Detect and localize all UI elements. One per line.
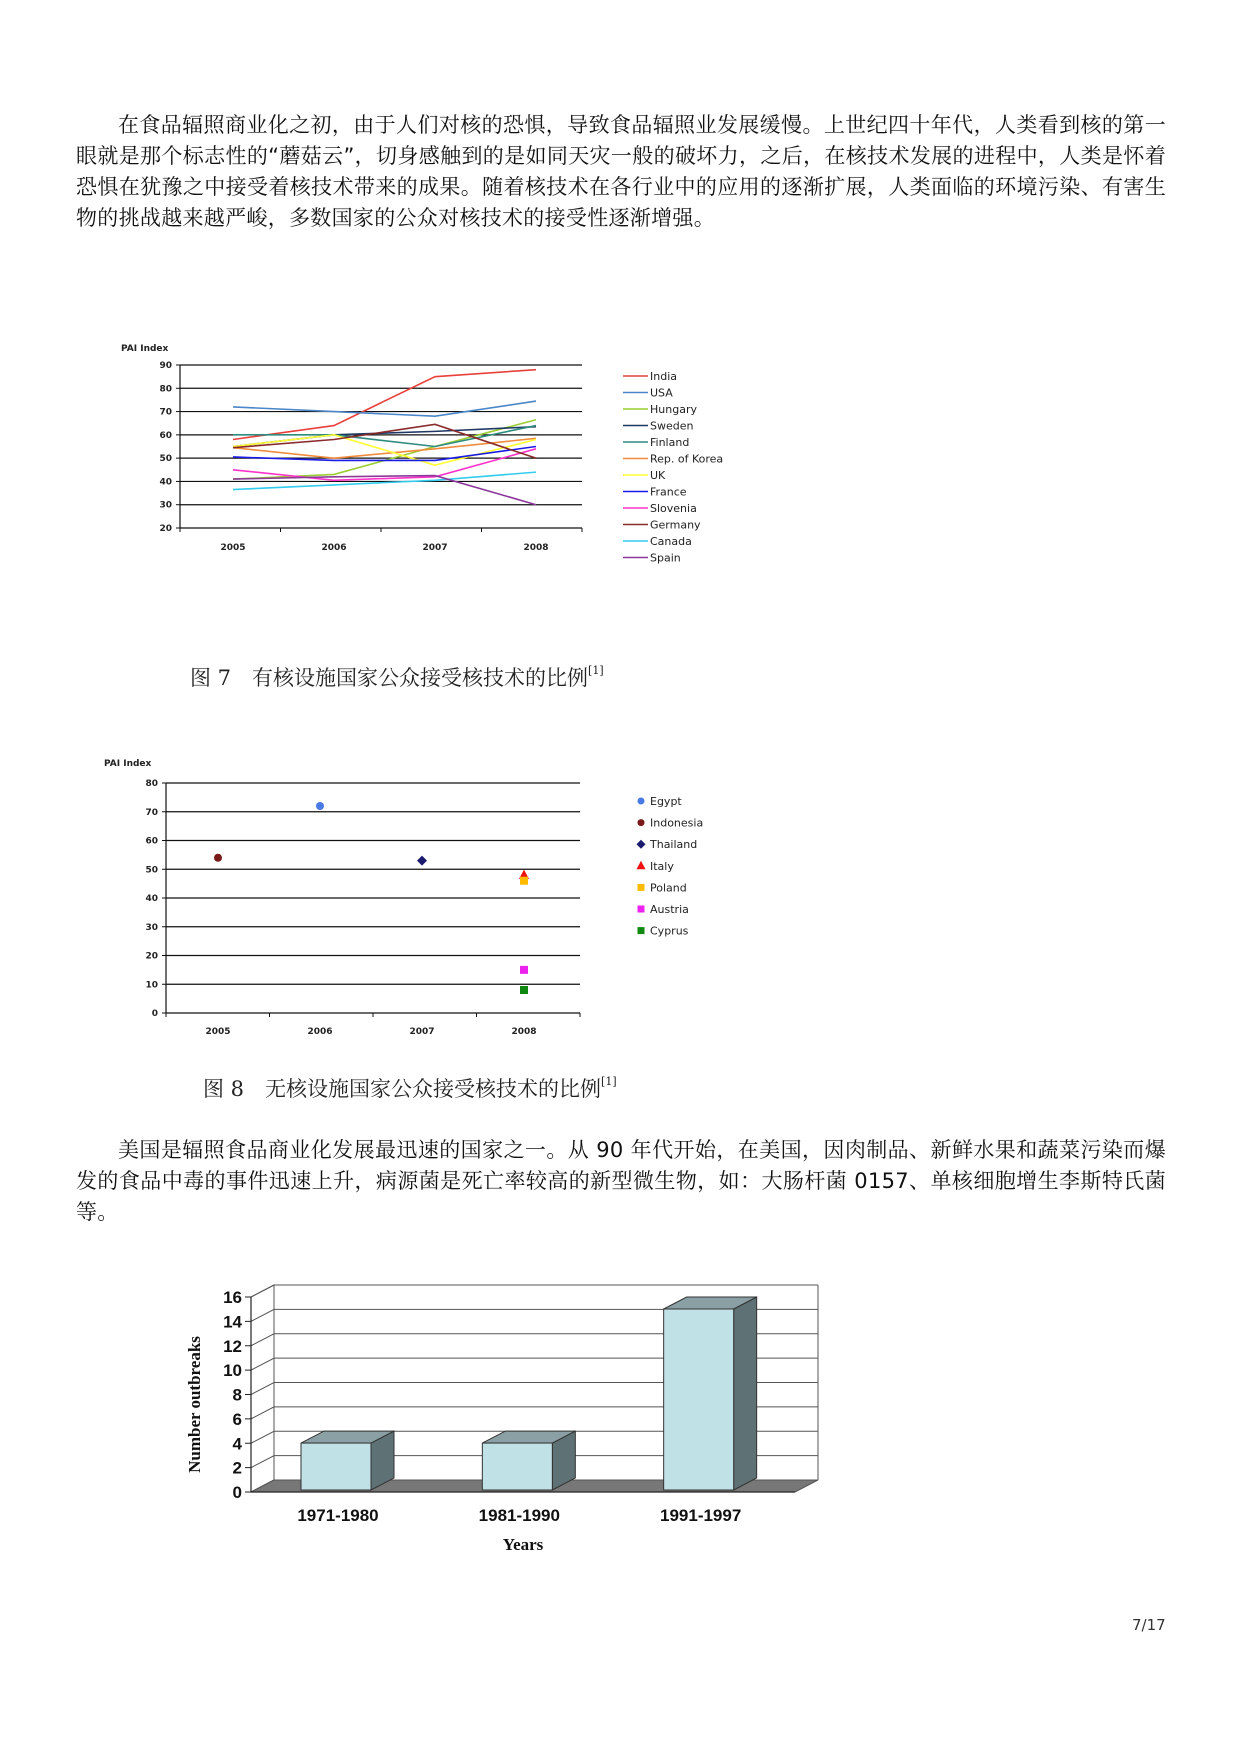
usa-paragraph: 美国是辐照食品商业化发展最迅速的国家之一。从 90 年代开始，在美国，因肉制品、新鲜水果和蔬菜污染而爆发的食品中毒的事件迅速上升，病源菌是死亡率较高的新型微生物，如：大肠杆菌 0157、单核细胞增生李斯特氏菌等。 <box>76 1138 1166 1224</box>
legend-label: Sweden <box>650 419 694 433</box>
y-axis-title: PAI Index <box>104 759 152 769</box>
legend-label: Finland <box>650 436 690 449</box>
y-tick-label: 90 <box>159 361 172 371</box>
data-point-thailand <box>417 856 427 866</box>
data-point-austria <box>520 966 528 974</box>
y-tick-label: 60 <box>145 836 158 847</box>
y-tick-label: 2 <box>232 1458 242 1478</box>
y-tick-label: 30 <box>159 500 172 511</box>
y-tick-label: 16 <box>223 1288 242 1307</box>
bar-1981-1990 <box>482 1443 552 1490</box>
x-tick-label: 2007 <box>422 543 448 553</box>
x-axis-title: Years <box>502 1535 544 1554</box>
x-tick-label: 2007 <box>409 1027 435 1037</box>
y-tick-label: 50 <box>159 454 172 465</box>
series-line-usa <box>233 401 536 416</box>
page-number: 7/17 <box>1132 1616 1166 1634</box>
data-point-cyprus <box>520 986 528 994</box>
legend-label: Germany <box>650 518 701 532</box>
x-tick-label: 1981-1990 <box>478 1506 560 1525</box>
y-tick-label: 40 <box>159 477 172 488</box>
legend-label: Indonesia <box>650 816 704 830</box>
bar-1991-1997 <box>664 1309 734 1490</box>
legend-label: USA <box>650 386 673 400</box>
legend-marker <box>638 927 645 934</box>
x-tick-label: 2006 <box>321 543 347 553</box>
legend-label: Rep. of Korea <box>650 452 724 466</box>
legend-label: France <box>650 485 687 499</box>
bar-chart-outbreaks <box>0 1265 900 1570</box>
x-tick-label: 2008 <box>523 543 549 553</box>
data-point-egypt <box>316 802 324 810</box>
legend-label: Spain <box>650 551 681 565</box>
legend-label: India <box>650 370 677 383</box>
figure-7-reference[interactable]: [1] <box>588 664 604 677</box>
y-tick-label: 80 <box>145 779 158 789</box>
line-chart-nuclear-countries <box>0 330 760 620</box>
legend-label: Egypt <box>650 795 682 808</box>
y-tick-label: 50 <box>145 865 158 876</box>
legend-label: Cyprus <box>650 924 689 938</box>
series-line-spain <box>233 476 536 505</box>
x-tick-label: 2008 <box>511 1027 537 1037</box>
x-tick-label: 2005 <box>220 543 246 553</box>
scatter-chart-non-nuclear-countries <box>0 750 760 1035</box>
x-tick-label: 2006 <box>307 1027 333 1037</box>
y-tick-label: 6 <box>232 1409 242 1429</box>
y-tick-label: 10 <box>223 1361 242 1381</box>
y-tick-label: 70 <box>159 407 172 418</box>
figure-8-reference[interactable]: [1] <box>601 1075 617 1088</box>
y-tick-label: 12 <box>223 1336 242 1356</box>
y-tick-label: 8 <box>232 1385 242 1405</box>
legend-label: Canada <box>650 535 692 548</box>
legend-label: Austria <box>650 903 689 916</box>
y-axis-title: PAI Index <box>121 344 169 354</box>
figure-7-caption <box>190 662 604 692</box>
figure-8-caption-text: 图 8 无核设施国家公众接受核技术的比例 <box>203 1077 602 1101</box>
x-tick-label: 1991-1997 <box>660 1506 742 1525</box>
intro-paragraph: 在食品辐照商业化之初，由于人们对核的恐惧，导致食品辐照业发展缓慢。上世纪四十年代，人类看到核的第一眼就是那个标志性的“蘑菇云”，切身感触到的是如同天灾一般的破坏力，之后，在核技术发展的进程中，人类是怀着恐惧在犹豫之中接受着核技术带来的成果。随着核技术在各行业中的应用的逐渐扩展，人类面临的环境污染、有害生物的挑战越来越严峻，多数国家的公众对核技术的接受性逐渐增强。 <box>76 113 1166 230</box>
y-tick-label: 20 <box>159 524 172 534</box>
legend-label: UK <box>650 469 666 482</box>
legend-marker <box>638 819 645 826</box>
legend-label: Poland <box>650 881 687 895</box>
y-tick-label: 80 <box>159 384 172 395</box>
legend-marker <box>638 906 645 913</box>
figure-7-caption-text: 图 7 有核设施国家公众接受核技术的比例 <box>190 666 589 690</box>
y-tick-label: 40 <box>145 894 158 904</box>
y-tick-label: 30 <box>145 922 158 933</box>
legend-label: Hungary <box>650 403 697 416</box>
x-tick-label: 1971-1980 <box>297 1506 379 1525</box>
data-point-indonesia <box>214 854 222 862</box>
legend-label: Italy <box>650 859 674 873</box>
y-tick-label: 14 <box>223 1312 242 1332</box>
data-point-poland <box>520 877 528 885</box>
gridline <box>251 1285 818 1297</box>
legend-marker <box>637 840 646 849</box>
bar-side <box>734 1297 757 1490</box>
y-tick-label: 60 <box>159 430 172 441</box>
y-tick-label: 0 <box>232 1483 242 1502</box>
x-tick-label: 2005 <box>205 1027 231 1037</box>
figure-8-caption <box>203 1073 617 1103</box>
legend-marker <box>638 798 645 805</box>
y-axis-title: Number outbreaks <box>185 1336 204 1473</box>
legend-marker <box>638 884 645 891</box>
bar-1971-1980 <box>301 1443 371 1490</box>
y-tick-label: 70 <box>145 807 158 818</box>
y-tick-label: 20 <box>145 951 158 962</box>
y-tick-label: 0 <box>151 1009 158 1019</box>
legend-label: Slovenia <box>650 502 697 515</box>
legend-marker <box>637 861 646 870</box>
legend-label: Thailand <box>650 838 698 852</box>
y-tick-label: 4 <box>232 1434 242 1454</box>
y-tick-label: 10 <box>145 980 158 991</box>
